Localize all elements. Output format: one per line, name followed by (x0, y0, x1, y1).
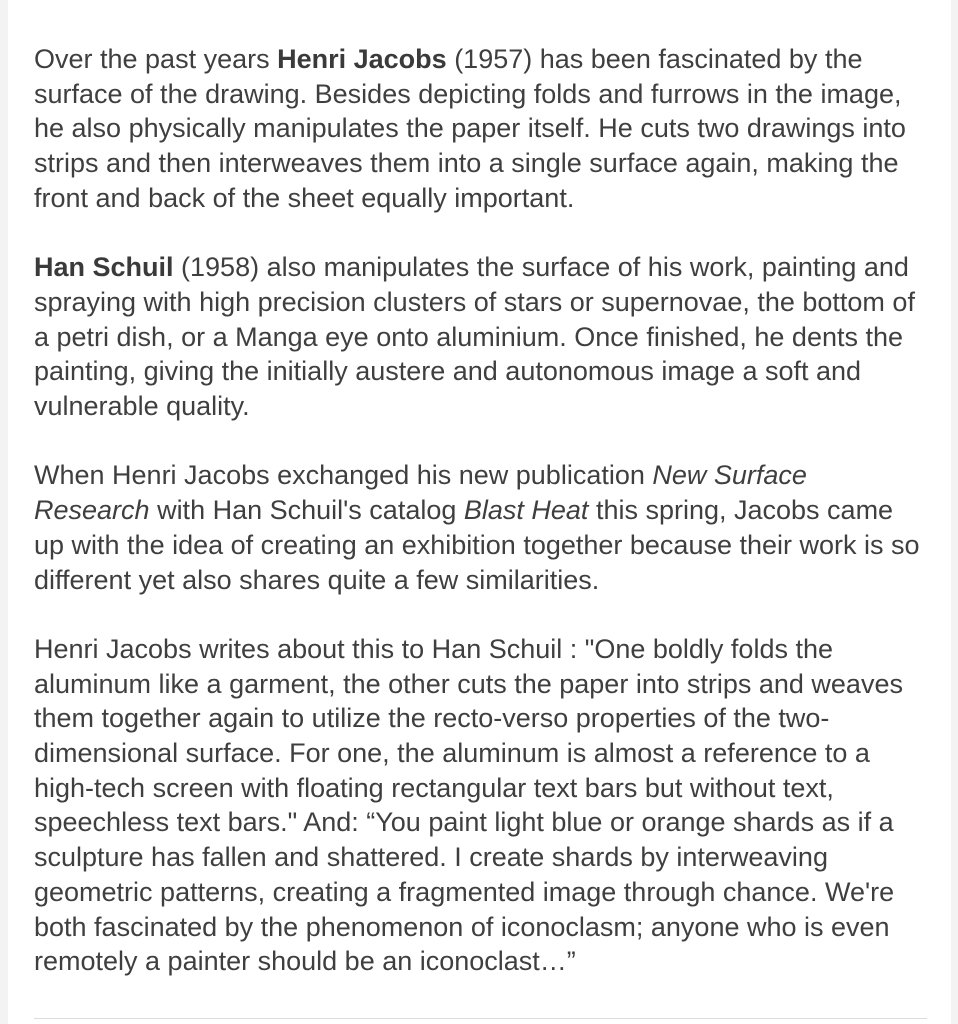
p2-text: (1958) also manipulates the surface of his work, painting and spraying with high precision clusters of stars or supernovae, the bottom of a petri dish, or a Manga eye onto aluminium. Once finished, he dents the painting, giving the initially austere and autonomous image a soft and vulnerable quality. (34, 252, 915, 422)
catalog-title-blast-heat: Blast Heat (463, 495, 589, 526)
p4-text: Henri Jacobs writes about this to Han Schuil : "One boldly folds the aluminum like a garment, the other cuts the paper into strips and weaves them together again to utilize the recto-verso properties of the two-dimensional surface. For one, the aluminum is almost a reference to a high-tech screen with floating rectangular text bars but without text, speechless text bars." And: “You paint light blue or orange shards as if a sculpture has fallen and shattered. I create shards by interweaving geometric patterns, creating a fragmented image through chance. We're both fascinated by the phenomenon of iconoclasm; anyone who is even remotely a painter should be an iconoclast…” (34, 633, 903, 977)
paragraph-henri-jacobs (34, 42, 929, 216)
paragraph-quote (34, 632, 929, 979)
p1-intro: Over the past years (34, 44, 278, 74)
artist-name-han-schuil: Han Schuil (34, 252, 174, 283)
publication-title-new-surface-research: New Surface Research (34, 460, 807, 526)
p3-middle: with Han Schuil's catalog (149, 495, 464, 526)
paragraph-han-schuil (34, 250, 929, 424)
p3-intro: When Henri Jacobs exchanged his new publication (34, 460, 653, 491)
article-body (34, 42, 929, 979)
divider (34, 1018, 927, 1019)
artist-name-henri-jacobs: Henri Jacobs (277, 44, 447, 74)
p3-text: this spring, Jacobs came up with the idea of creating an exhibition together because their work is so different yet also shares quite a few similarities. (34, 495, 920, 595)
paragraph-exhibition-idea (34, 458, 929, 597)
page (8, 0, 951, 1024)
p1-text: (1957) has been fascinated by the surface of the drawing. Besides depicting folds and furrows in the image, he also physically manipulates the paper itself. He cuts two drawings into strips and then interweaves them into a single surface again, making the front and back of the sheet equally important. (34, 44, 906, 213)
